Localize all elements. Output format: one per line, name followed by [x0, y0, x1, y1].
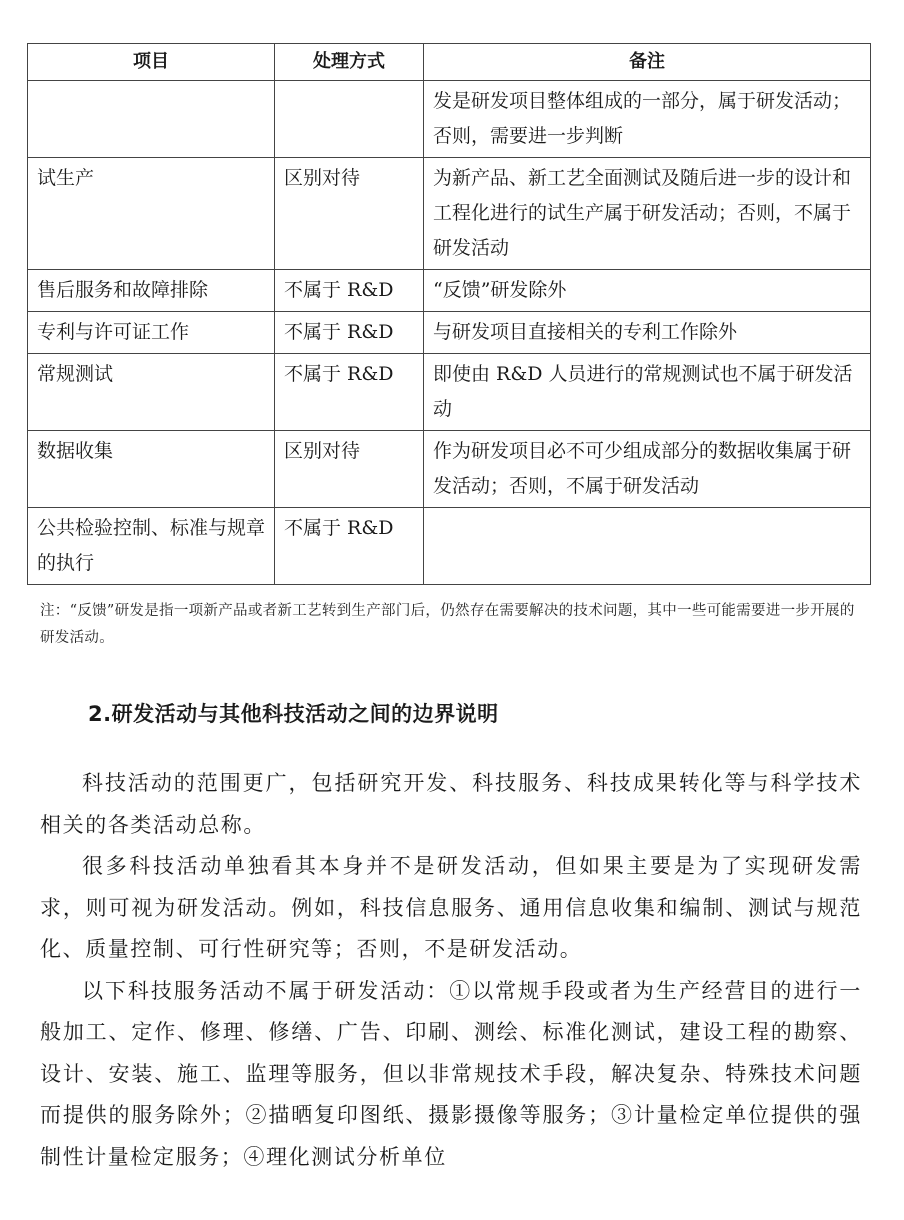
- cell-item: 试生产: [28, 158, 275, 270]
- cell-item: 数据收集: [28, 431, 275, 508]
- cell-method: [275, 81, 424, 158]
- cell-remark: “反馈”研发除外: [424, 270, 871, 312]
- cell-item: 售后服务和故障排除: [28, 270, 275, 312]
- table-row: [28, 158, 871, 270]
- table-row: [28, 431, 871, 508]
- cell-remark: 即使由 R&D 人员进行的常规测试也不属于研发活动: [424, 354, 871, 431]
- paragraph: 很多科技活动单独看其本身并不是研发活动，但如果主要是为了实现研发需求，则可视为研发活动。例如，科技信息服务、通用信息收集和编制、测试与规范化、质量控制、可行性研究等；否则，不是研发活动。: [40, 854, 862, 961]
- cell-item: 专利与许可证工作: [28, 312, 275, 354]
- cell-remark: [424, 508, 871, 585]
- paragraph: 科技活动的范围更广，包括研究开发、科技服务、科技成果转化等与科学技术相关的各类活动总称。: [40, 771, 862, 837]
- header-remark: 备注: [424, 44, 871, 81]
- header-item: 项目: [28, 44, 275, 81]
- cell-method: 区别对待: [275, 431, 424, 508]
- rd-classification-table: [27, 43, 871, 585]
- cell-remark: 作为研发项目必不可少组成部分的数据收集属于研发活动；否则，不属于研发活动: [424, 431, 871, 508]
- paragraph: 以下科技服务活动不属于研发活动：①以常规手段或者为生产经营目的进行一般加工、定作、修理、修缮、广告、印刷、测绘、标准化测试，建设工程的勘察、设计、安装、施工、监理等服务，但以非常规技术手段，解决复杂、特殊技术问题而提供的服务除外；②描晒复印图纸、摄影摄像等服务；③计量检定单位提供的强制性计量检定服务；④理化测试分析单位: [40, 978, 862, 1169]
- cell-method: 不属于 R&D: [275, 508, 424, 585]
- table-row: [28, 312, 871, 354]
- cell-method: 不属于 R&D: [275, 312, 424, 354]
- table-row: [28, 81, 871, 158]
- cell-item: 公共检验控制、标准与规章的执行: [28, 508, 275, 585]
- cell-method: 不属于 R&D: [275, 270, 424, 312]
- cell-item: [28, 81, 275, 158]
- table-row: [28, 354, 871, 431]
- table-header-row: [28, 44, 871, 81]
- cell-method: 区别对待: [275, 158, 424, 270]
- table-footnote: 注：“反馈”研发是指一项新产品或者新工艺转到生产部门后，仍然存在需要解决的技术问题，其中一些可能需要进一步开展的研发活动。: [40, 603, 855, 646]
- table-row: [28, 270, 871, 312]
- cell-remark: 发是研发项目整体组成的一部分，属于研发活动；否则，需要进一步判断: [424, 81, 871, 158]
- cell-method: 不属于 R&D: [275, 354, 424, 431]
- cell-item: 常规测试: [28, 354, 275, 431]
- body-text: [40, 763, 862, 1178]
- cell-remark: 与研发项目直接相关的专利工作除外: [424, 312, 871, 354]
- cell-remark: 为新产品、新工艺全面测试及随后进一步的设计和工程化进行的试生产属于研发活动；否则，不属于研发活动: [424, 158, 871, 270]
- header-method: 处理方式: [275, 44, 424, 81]
- table-row: [28, 508, 871, 585]
- section-heading: 2.研发活动与其他科技活动之间的边界说明: [88, 702, 499, 726]
